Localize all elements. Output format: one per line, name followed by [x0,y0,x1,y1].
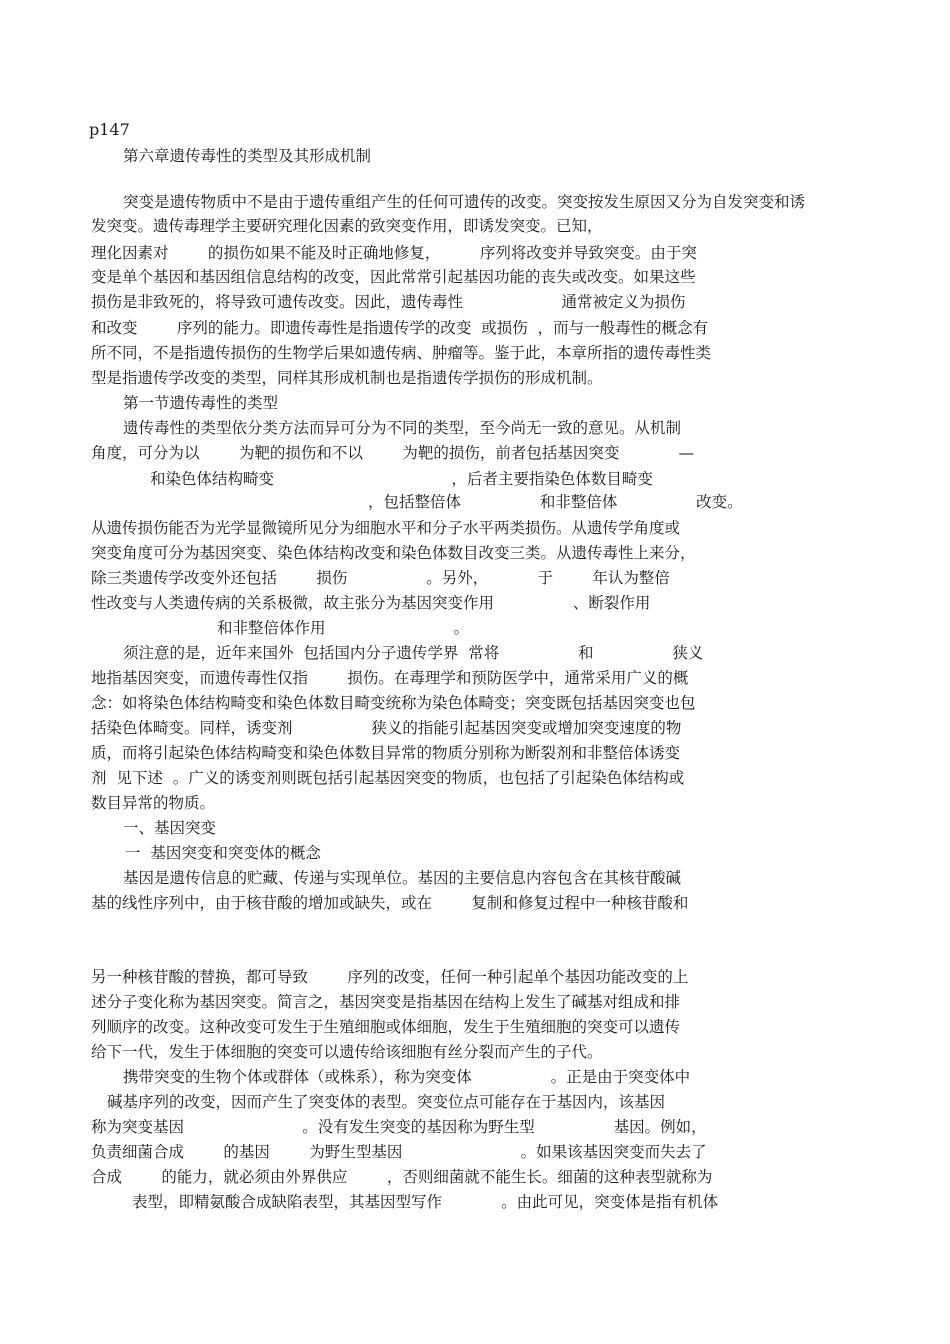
text-line: 基因是遗传信息的贮藏、传递与实现单位。基因的主要信息内容包含在其核苷酸碱 [123,869,682,887]
text-line: 表型，即精氨酸合成缺陷表型，其基因型写作 。由此可见，突变体是指有机体 [132,1193,719,1211]
section-heading: 一、基因突变 [123,819,217,837]
text-line: 给下一代，发生于体细胞的突变可以遗传给该细胞有丝分裂而产生的子代。 [91,1043,603,1061]
text-line: 遗传毒性的类型依分类方法而异可分为不同的类型，至今尚无一致的意见。从机制 [123,419,682,437]
text-line: 数目异常的物质。 [91,794,216,812]
text-line: 携带突变的生物个体或群体（或株系），称为突变体 。正是由于突变体中 [123,1068,691,1086]
text-line: 念：如将染色体结构畸变和染色体数目畸变统称为染色体畸变；突变既包括基因突变也包 [91,694,696,712]
text-line: 剂 见下述 。广义的诱变剂则既包括引起基因突变的物质，也包括了引起染色体结构或 [91,769,685,787]
text-line: 括染色体畸变。同样，诱变剂 狭义的指能引起基因突变或增加突变速度的物 [91,719,682,737]
text-line: 变是单个基因和基因组信息结构的改变，因此常常引起基因功能的丧失或改变。如果这些 [91,268,696,286]
page-number: p147 [89,120,130,139]
text-line: ，包括整倍体 和非整倍体 改变。 [368,493,743,511]
text-line: 理化因素对 的损伤如果不能及时正确地修复， 序列将改变并导致突变。由于突 [91,244,697,262]
text-line: 另一种核苷酸的替换，都可导致 序列的改变，任何一种引起单个基因功能改变的上 [91,968,689,986]
text-line: 突变角度可分为基因突变、染色体结构改变和染色体数目改变三类。从遗传毒性上来分， [91,544,696,562]
text-line: 质，而将引起染色体结构畸变和染色体数目异常的物质分别称为断裂剂和非整倍体诱变 [91,744,681,762]
text-line: 合成 的能力，就必须由外界供应 ，否则细菌就不能生长。细菌的这种表型就称为 [91,1168,713,1186]
text-line: 列顺序的改变。这种改变可发生于生殖细胞或体细胞，发生于生殖细胞的突变可以遗传 [91,1018,681,1036]
section-heading: 第一节遗传毒性的类型 [123,394,279,412]
text-line: 所不同，不是指遗传损伤的生物学后果如遗传病、肿瘤等。鉴于此，本章所指的遗传毒性类 [91,344,712,362]
text-line: 损伤是非致死的，将导致可遗传改变。因此，遗传毒性 通常被定义为损伤 [91,293,686,311]
text-line: 角度，可分为以 为靶的损伤和不以 为靶的损伤，前者包括基因突变 — [91,444,694,462]
text-line: 从遗传损伤能否为光学显微镜所见分为细胞水平和分子水平两类损伤。从遗传学角度或 [91,519,681,537]
subsection-heading: 一 基因突变和突变体的概念 [125,844,321,862]
text-line: 和改变 序列的能力。即遗传毒性是指遗传学的改变 或损伤 ，而与一般毒性的概念有 [91,319,709,337]
text-line: 须注意的是，近年来国外 包括国内分子遗传学界 常将 和 狭义 [123,644,704,662]
text-line: 性改变与人类遗传病的关系极微，故主张分为基因突变作用 、断裂作用 [91,594,651,612]
chapter-title: 第六章遗传毒性的类型及其形成机制 [123,147,372,165]
text-line: 型是指遗传学改变的类型，同样其形成机制也是指遗传学损伤的形成机制。 [91,369,603,387]
text-line: 和染色体结构畸变 ，后者主要指染色体数目畸变 [150,470,653,488]
text-line: 和非整倍体作用 。 [217,619,470,637]
text-line: 除三类遗传学改变外还包括 损伤 。另外， 于 年认为整倍 [91,569,670,587]
text-line: 发突变。遗传毒理学主要研究理化因素的致突变作用，即诱发突变。已知， [91,217,603,235]
text-line: 述分子变化称为基因突变。简言之，基因突变是指基因在结构上发生了碱基对组成和排 [91,993,681,1011]
text-line: 地指基因突变，而遗传毒性仅指 损伤。在毒理学和预防医学中，通常采用广义的概 [91,669,689,687]
text-line: 称为突变基因 。没有发生突变的基因称为野生型 基因。例如， [91,1118,707,1136]
text-line: 突变是遗传物质中不是由于遗传重组产生的任何可遗传的改变。突变按发生原因又分为自发突变和诱 [123,193,806,211]
text-line: 基的线性序列中，由于核苷酸的增加或缺失，或在 复制和修复过程中一种核苷酸和 [91,894,689,912]
text-line: 碱基序列的改变，因而产生了突变体的表型。突变位点可能存在于基因内，该基因 [107,1093,666,1111]
text-line: 负责细菌合成 的基因 为野生型基因 。如果该基因突变而失去了 [91,1143,707,1161]
